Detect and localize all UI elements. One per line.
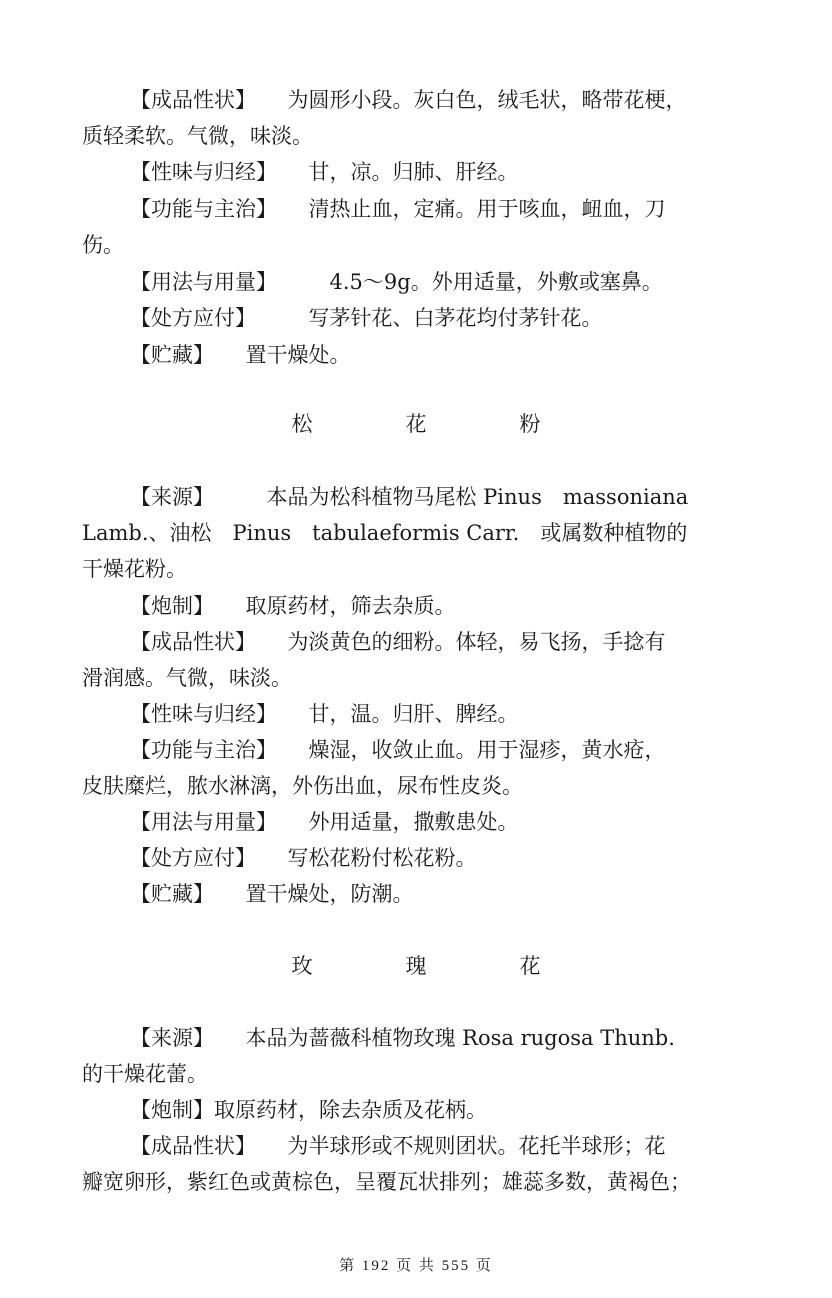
- text-line: 【来源】 本品为松科植物马尾松 Pinus massoniana: [130, 485, 689, 509]
- text-line: 【性味与归经】 甘，温。归肝、脾经。: [130, 702, 519, 726]
- text-line: 【成品性状】 为圆形小段。灰白色，绒毛状，略带花梗，: [130, 88, 687, 112]
- text-line: 干燥花粉。: [82, 557, 187, 581]
- text-line: 【功能与主治】 清热止血，定痛。用于咳血，衄血，刀: [130, 197, 666, 221]
- text-line: 瓣宽卵形，紫红色或黄棕色，呈覆瓦状排列；雄蕊多数，黄褐色；: [82, 1170, 691, 1194]
- section-title-meiguihua: 玫 瑰 花: [291, 954, 577, 978]
- text-line: 【处方应付】 写松花粉付松花粉。: [130, 846, 477, 870]
- text-line: 质轻柔软。气微，味淡。: [82, 124, 313, 148]
- text-line: 【成品性状】 为半球形或不规则团状。花托半球形；花: [130, 1134, 666, 1158]
- text-line: 【功能与主治】 燥湿，收敛止血。用于湿疹，黄水疮，: [130, 738, 666, 762]
- text-line: 滑润感。气微，味淡。: [82, 666, 292, 690]
- text-line: 皮肤糜烂，脓水淋漓，外伤出血，尿布性皮炎。: [82, 774, 523, 798]
- text-line: 【炮制】 取原药材，筛去杂质。: [130, 594, 456, 618]
- page-footer: 第 192 页 共 555 页: [339, 1258, 493, 1274]
- text-line: 【性味与归经】 甘，凉。归肺、肝经。: [130, 160, 519, 184]
- text-line: 【来源】 本品为蔷薇科植物玫瑰 Rosa rugosa Thunb.: [130, 1026, 675, 1050]
- section-title-songhuafen: 松 花 粉: [291, 412, 577, 436]
- text-line: 【贮藏】 置干燥处。: [130, 343, 351, 367]
- text-line: 【贮藏】 置干燥处，防潮。: [130, 882, 414, 906]
- text-line: 【炮制】取原药材，除去杂质及花柄。: [130, 1098, 487, 1122]
- text-line: 【用法与用量】 4.5～9g。外用适量，外敷或塞鼻。: [130, 270, 663, 294]
- text-line: 伤。: [82, 233, 124, 257]
- text-line: 【处方应付】 写茅针花、白茅花均付茅针花。: [130, 306, 603, 330]
- text-line: 【用法与用量】 外用适量，撒敷患处。: [130, 810, 519, 834]
- text-line: 【成品性状】 为淡黄色的细粉。体轻，易飞扬，手捻有: [130, 630, 666, 654]
- text-line: Lamb.、油松 Pinus tabulaeformis Carr. 或属数种植物的: [82, 521, 688, 545]
- text-line: 的干燥花蕾。: [82, 1062, 208, 1086]
